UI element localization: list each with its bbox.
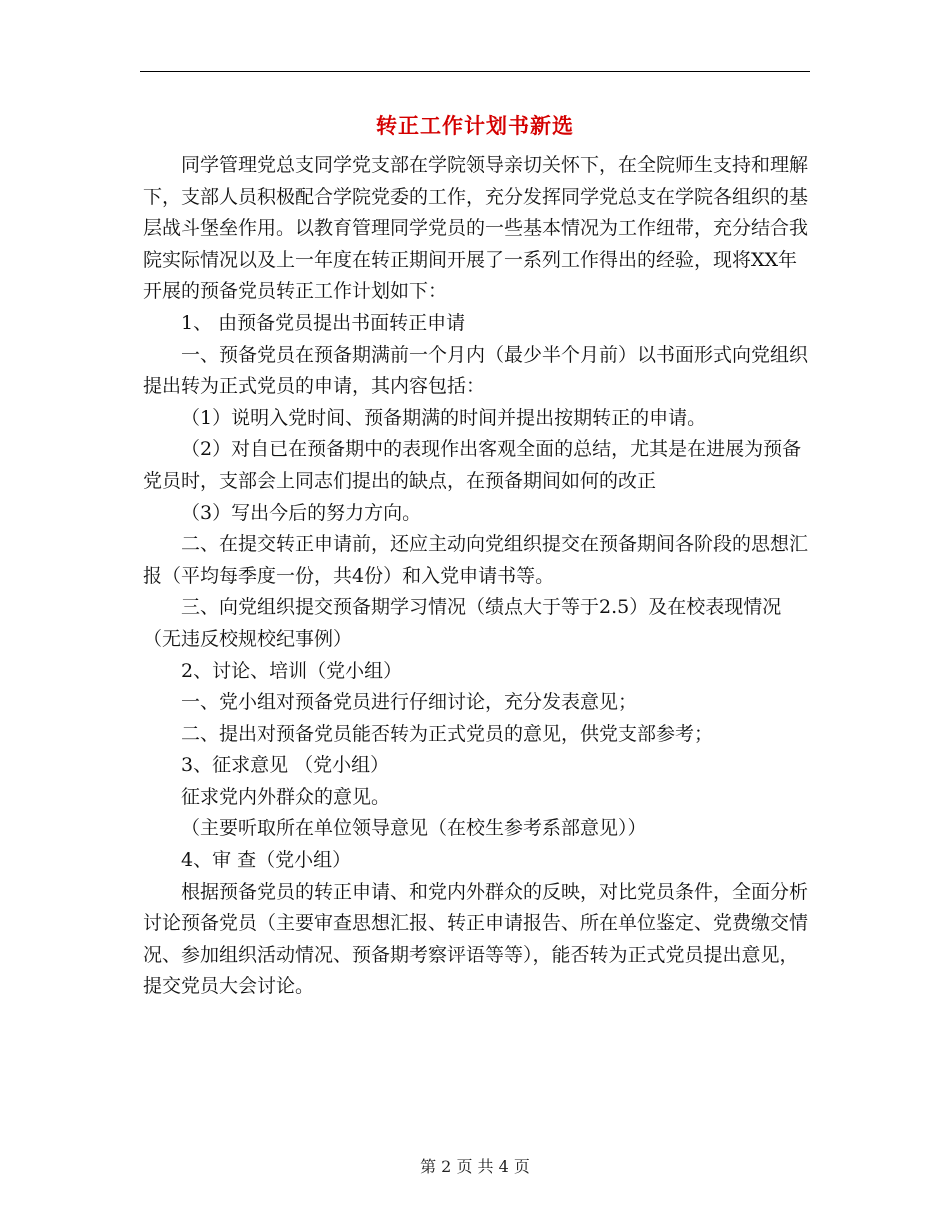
section-3-heading: 3、征求意见 （党小组） bbox=[181, 754, 390, 777]
document-title: 转正工作计划书新选 bbox=[376, 113, 574, 138]
page-number-footer: 第 2 页 共 4 页 bbox=[420, 1157, 530, 1176]
section-2-heading: 2、讨论、培训（党小组） bbox=[181, 659, 403, 682]
section-4-heading: 4、审 查（党小组） bbox=[181, 849, 352, 872]
section-4-text: 根据预备党员的转正申请、和党内外群众的反映，对比党员条件，全面分析讨论预备党员（主要审查思想汇报、转正申请报告、所在单位鉴定、党费缴交情况、参加组织活动情况、预备期考察评语等等），能否转为正式党员提出意见，提交党员大会讨论。 bbox=[143, 880, 809, 998]
section-1-item-3: 三、向党组织提交预备期学习情况（绩点大于等于2.5）及在校表现情况（无违反校规校纪事例） bbox=[143, 596, 782, 650]
document-body bbox=[143, 150, 811, 1003]
section-3-text: 征求党内外群众的意见。 bbox=[181, 785, 391, 808]
section-1-heading: 1、 由预备党员提出书面转正申请 bbox=[181, 311, 466, 334]
section-1-subitem-1: （1）说明入党时间、预备期满的时间并提出按期转正的申请。 bbox=[181, 406, 707, 429]
section-1-subitem-3: （3）写出今后的努力方向。 bbox=[181, 501, 422, 524]
section-2-item-1: 一、党小组对预备党员进行仔细讨论，充分发表意见； bbox=[181, 691, 638, 714]
section-1-subitem-2: （2）对自已在预备期中的表现作出客观全面的总结，尤其是在进展为预备党员时，支部会上同志们提出的缺点，在预备期间如何的改正 bbox=[143, 438, 802, 492]
section-1-item-2: 二、在提交转正申请前，还应主动向党组织提交在预备期间各阶段的思想汇报（平均每季度一份，共4份）和入党申请书等。 bbox=[143, 533, 809, 587]
section-3-note: （主要听取所在单位领导意见（在校生参考系部意见）） bbox=[181, 817, 647, 840]
header-rule bbox=[140, 71, 810, 72]
section-2-item-2: 二、提出对预备党员能否转为正式党员的意见，供党支部参考； bbox=[181, 722, 714, 745]
intro-paragraph: 同学管理党总支同学党支部在学院领导亲切关怀下，在全院师生支持和理解下，支部人员积极配合学院党委的工作，充分发挥同学党总支在学院各组织的基层战斗堡垒作用。以教育管理同学党员的一些基本情况为工作纽带，充分结合我院实际情况以及上一年度在转正期间开展了一系列工作得出的经验，现将XX年开展的预备党员转正工作计划如下： bbox=[143, 154, 809, 303]
section-1-item-1: 一、预备党员在预备期满前一个月内（最少半个月前）以书面形式向党组织提出转为正式党员的申请，其内容包括： bbox=[143, 343, 809, 398]
